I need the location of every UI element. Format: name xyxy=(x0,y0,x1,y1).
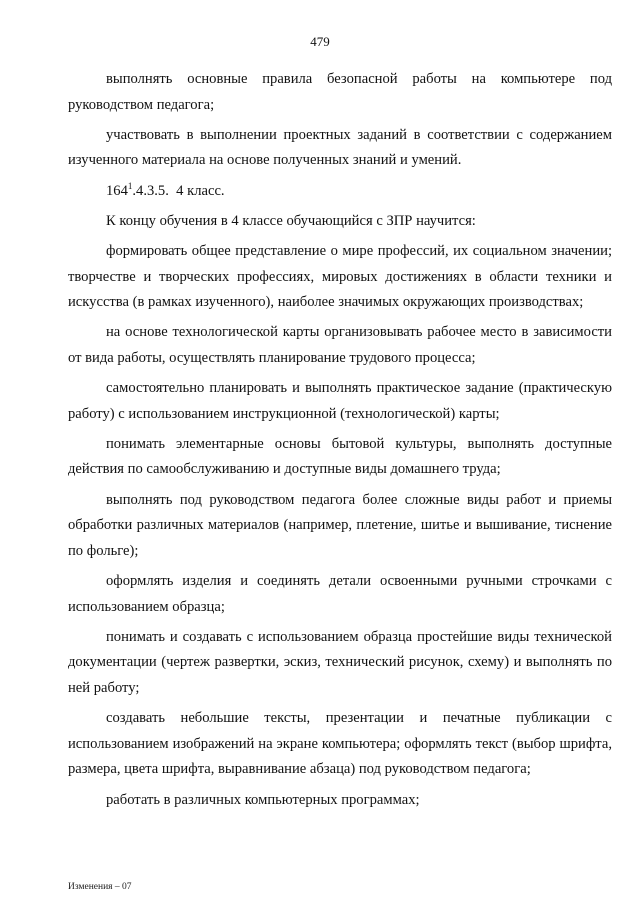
list-item: работать в различных компьютерных программах; xyxy=(106,791,420,808)
section-number-superscript: 1 xyxy=(127,180,133,191)
section-title: 4 класс. xyxy=(176,182,225,199)
list-item: на основе технологической карты организовывать рабочее место в зависимости от вида работы, осуществлять планирование трудового процесса; xyxy=(68,324,612,366)
list-item: выполнять под руководством педагога более сложные виды работ и приемы обработки различных материалов (например, плетение, шитье и вышивание, тиснение по фольге); xyxy=(68,491,612,559)
footer-revision-note: Изменения – 07 xyxy=(68,882,132,892)
section-heading xyxy=(68,179,612,205)
list-item: понимать и создавать с использованием образца простейшие виды технической документации (чертеж развертки, эскиз, технический рисунок, схему) и выполнять по ней работу; xyxy=(68,628,612,696)
section-number-main: 164 xyxy=(106,182,128,199)
section-number-rest: .4.3.5. xyxy=(132,182,169,199)
intro-paragraph: К концу обучения в 4 классе обучающийся с ЗПР научится: xyxy=(106,212,476,229)
paragraph-safety-rules: выполнять основные правила безопасной работы на компьютере под руководством педагога; xyxy=(68,71,612,113)
document-body xyxy=(68,67,612,818)
page-number: 479 xyxy=(310,34,330,49)
list-item: самостоятельно планировать и выполнять практическое задание (практическую работу) с использованием инструкционной (технологической) карты; xyxy=(68,380,612,422)
list-item: формировать общее представление о мире профессий, их социальном значении; творчестве и творческих профессиях, мировых достижениях в области техники и искусства (в рамках изученного), наиболее значимых окружающих производствах; xyxy=(68,242,612,311)
list-item: создавать небольшие тексты, презентации и печатные публикации с использованием изображений на экране компьютера; оформлять текст (выбор шрифта, размера, цвета шрифта, выравнивание абзаца) под руководством педагога; xyxy=(68,710,612,778)
paragraph-project-tasks: участвовать в выполнении проектных заданий в соответствии с содержанием изученного материала на основе полученных знаний и умений. xyxy=(68,126,612,169)
list-item: оформлять изделия и соединять детали освоенными ручными строчками с использованием образца; xyxy=(68,573,612,615)
list-item: понимать элементарные основы бытовой культуры, выполнять доступные действия по самообслуживанию и доступные виды домашнего труда; xyxy=(68,435,612,478)
